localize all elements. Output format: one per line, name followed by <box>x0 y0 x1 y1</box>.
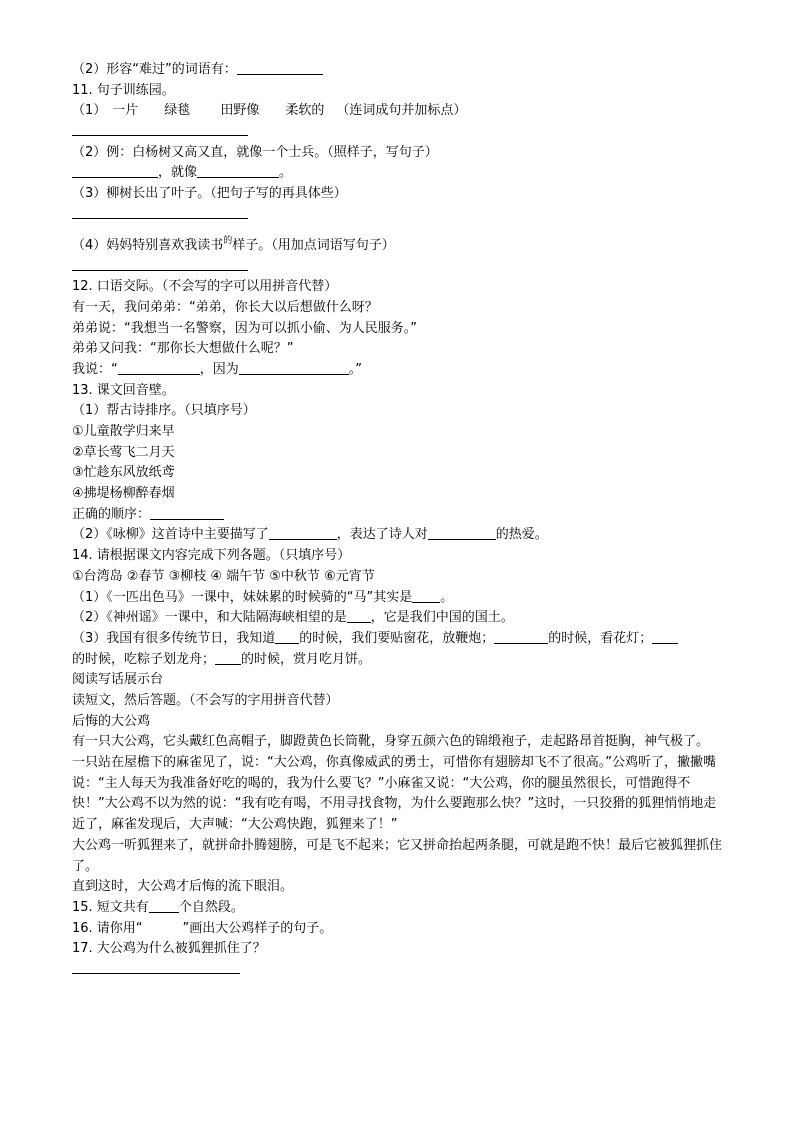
q13-order: 正确的顺序： <box>72 505 732 526</box>
q14-part1: （1）《一匹出色马》一课中，妹妹累的时候骑的“马”其实是 。 <box>72 589 454 605</box>
answer-line[interactable] <box>72 205 732 226</box>
story-title: 后悔的大公鸡 <box>72 713 151 729</box>
poem-line-1: ①儿童散学归来早 <box>72 424 175 439</box>
q10-part2: （2）形容“难过”的词语有： <box>72 60 732 81</box>
q13-title: 13. 课文回音壁。 <box>72 382 175 398</box>
answer-blank[interactable] <box>412 588 440 603</box>
reading-instructions: 读短文，然后答题。（不会写的字用拼音代替） <box>72 692 339 708</box>
reading-section: 阅读写话展示台 <box>72 672 164 688</box>
answer-line[interactable] <box>72 257 732 278</box>
q14-options: ①台湾岛 ②春节 ③柳枝 ④ 端午节 ⑤中秋节 ⑥元宵节 <box>72 568 375 584</box>
answer-blank[interactable] <box>269 525 337 540</box>
q11-title: 11. 句子训练园。 <box>72 82 175 98</box>
story-paragraph-3: 大公鸡一听狐狸来了，就拼命扑腾翅膀，可是飞不起来；它又拼命抬起两条腿，可就是跑不快！最后它被狐狸抓住了。 <box>72 837 723 874</box>
answer-blank[interactable] <box>197 163 279 178</box>
word-2: 绿毯 <box>164 103 191 119</box>
word-4: 柔软的 <box>285 103 325 119</box>
poem-line-4: ④拂堤杨柳醉春烟 <box>72 486 175 502</box>
answer-line[interactable] <box>72 122 732 143</box>
answer-blank[interactable] <box>494 629 548 644</box>
answer-blank[interactable] <box>150 505 224 520</box>
story-paragraph-2: 一只站在屋檐下的麻雀见了，说：“大公鸡，你真像威武的勇士，可惜你有翅膀却飞不了很高。”公鸡听了，撇撇嘴说：“主人每天为我准备好吃的喝的，我为什么要飞？”小麻雀又说：“大公鸡，你的腿虽然很长，可惜跑得不快！”大公鸡不以为然的说：“我有吃有喝，不用寻找食物，为什么要跑那么快？”这时，一只狡猾的狐狸悄悄地走近了，麻雀发现后，大声喊：“大公鸡快跑，狐狸来了！” <box>72 755 717 833</box>
word-3: 田野像 <box>220 103 260 119</box>
q17: 17. 大公鸡为什么被狐狸抓住了？ <box>72 941 266 957</box>
q15: 15. 短文共有 个自然段。 <box>72 899 244 915</box>
answer-blank[interactable] <box>652 629 678 644</box>
q14-title: 14. 请根据课文内容完成下列各题。（只填序号） <box>72 548 351 564</box>
q12-line2: 弟弟说：“我想当一名警察，因为可以抓小偷、为人民服务。” <box>72 320 417 336</box>
story-paragraph-4: 直到这时，大公鸡才后悔的流下眼泪。 <box>72 879 294 895</box>
answer-blank[interactable] <box>118 360 200 375</box>
answer-blank[interactable] <box>237 60 323 75</box>
q13-part1: （1）帮古诗排序。（只填序号） <box>72 403 256 419</box>
answer-blank[interactable] <box>149 898 179 913</box>
q13-part2: （2）《咏柳》这首诗中主要描写了 ，表达了诗人对 的热爱。 <box>72 527 548 543</box>
dotted-word-mark: 的 <box>223 235 233 246</box>
q12-line3: 弟弟又问我：“那你长大想做什么呢？” <box>72 341 294 357</box>
q11-part1: （1） 一片 绿毯 田野像 柔软的 （连词成句并加标点） <box>72 103 467 119</box>
q16: 16. 请你用“ ”画出大公鸡样子的句子。 <box>72 920 333 936</box>
poem-line-3: ③忙趁东风放纸鸢 <box>72 465 175 481</box>
q11-part4: （4）妈妈特别喜欢我读书$^的$样子。（用加点词语写句子） <box>72 235 395 253</box>
poem-line-2: ②草长莺飞二月天 <box>72 444 175 460</box>
q14-part3-a: （3）我国有很多传统节日，我知道 的时候，我们要贴窗花，放鞭炮； 的时候，看花灯； <box>72 629 732 650</box>
q12-line1: 有一天，我问弟弟：“弟弟，你长大以后想做什么呀？ <box>72 299 378 315</box>
answer-blank[interactable] <box>275 629 299 644</box>
answer-line[interactable] <box>72 960 732 981</box>
q11-part3: （3）柳树长出了叶子。（把句子写的再具体些） <box>72 186 347 202</box>
answer-blank[interactable] <box>239 360 349 375</box>
q14-part2: （2）《神州谣》一课中，和大陆隔海峡相望的是 ，它是我们中国的国土。 <box>72 610 514 626</box>
q11-part2-blanks: ，就像 。 <box>72 163 732 184</box>
q12-line4: 我说：“ ，因为 。” <box>72 361 363 377</box>
answer-blank[interactable] <box>428 525 496 540</box>
q11-part2: （2）例：白杨树又高又直，就像一个士兵。（照样子，写句子） <box>72 144 438 160</box>
worksheet-page <box>72 60 732 981</box>
answer-blank[interactable] <box>72 163 158 178</box>
q14-part3-b: 的时候，吃粽子划龙舟； 的时候，赏月吃月饼。 <box>72 651 372 667</box>
word-1: 一片 <box>112 103 139 119</box>
answer-blank[interactable] <box>347 608 371 623</box>
q12-title: 12. 口语交际。（不会写的字可以用拼音代替） <box>72 279 338 295</box>
answer-blank[interactable] <box>215 650 241 665</box>
story-paragraph-1: 有一只大公鸡，它头戴红色高帽子，脚蹬黄色长筒靴，身穿五颜六色的锦缎袍子，走起路昂首挺胸，神气极了。 <box>72 734 710 750</box>
